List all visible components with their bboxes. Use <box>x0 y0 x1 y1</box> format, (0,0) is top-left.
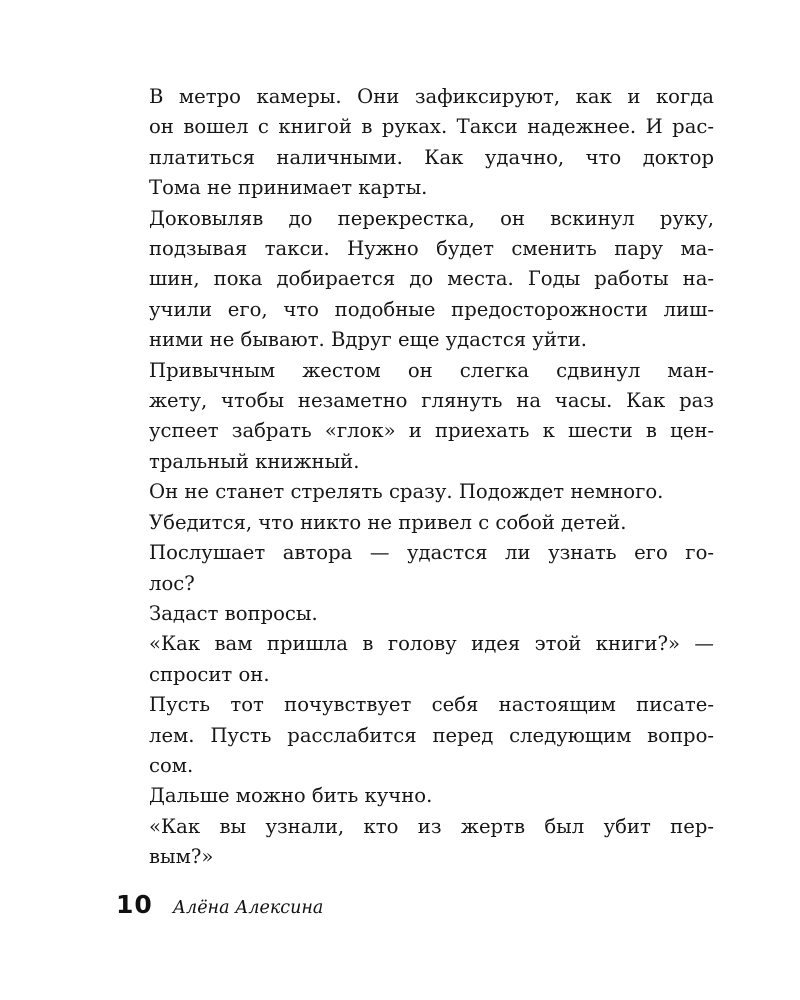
text-line: спросит он. <box>149 662 270 686</box>
text-line: В метро камеры. Они зафиксируют, как и когда <box>149 85 714 108</box>
text-line: Убедится, что никто не привел с собой детей. <box>149 510 627 534</box>
text-line: ними не бывают. Вдруг еще удастся уйти. <box>149 328 588 352</box>
text-line: Дальше можно бить кучно. <box>149 784 433 808</box>
paragraph <box>116 599 714 629</box>
text-line: вым?» <box>149 845 214 869</box>
page-body <box>116 82 714 873</box>
paragraph <box>116 629 714 690</box>
text-line: лос? <box>149 571 195 595</box>
text-line: Доковыляв до перекрестка, он вскинул руку, <box>149 206 714 230</box>
body-text <box>116 82 714 873</box>
page-footer <box>116 890 323 919</box>
text-line: шин, пока добирается до места. Годы работы на- <box>149 267 714 291</box>
text-line: учили его, что подобные предосторожности лиш- <box>149 297 714 321</box>
text-line: Тома не принимает карты. <box>149 176 428 200</box>
running-head-author: Алёна Алексина <box>172 898 324 918</box>
text-line: лем. Пусть расслабится перед следующим вопро- <box>149 723 714 747</box>
paragraph <box>116 690 714 781</box>
paragraph <box>116 82 714 204</box>
text-line: успеет забрать «глок» и приехать к шести в цен- <box>149 419 714 443</box>
text-line: Он не станет стрелять сразу. Подождет немного. <box>149 480 664 504</box>
text-line: платиться наличными. Как удачно, что доктор <box>149 145 714 169</box>
text-line: Послушает автора — удастся ли узнать его го- <box>149 541 714 565</box>
paragraph <box>116 538 714 599</box>
text-line: Задаст вопросы. <box>149 601 318 625</box>
text-line: он вошел с книгой в руках. Такси надежнее. И рас- <box>149 115 714 139</box>
paragraph <box>116 781 714 811</box>
text-line: Привычным жестом он слегка сдвинул ман- <box>149 358 714 382</box>
paragraph <box>116 204 714 356</box>
paragraph <box>116 356 714 478</box>
text-line: Пусть тот почувствует себя настоящим писате- <box>149 693 714 717</box>
paragraph <box>116 508 714 538</box>
paragraph <box>116 812 714 873</box>
text-line: сом. <box>149 753 194 777</box>
text-line: «Как вам пришла в голову идея этой книги?» — <box>149 632 714 656</box>
text-line: «Как вы узнали, кто из жертв был убит пер- <box>149 814 714 838</box>
page-number: 10 <box>116 890 153 919</box>
text-line: жету, чтобы незаметно глянуть на часы. Как раз <box>149 389 714 413</box>
text-line: тральный книжный. <box>149 449 360 473</box>
text-line: подзывая такси. Нужно будет сменить пару ма- <box>149 237 714 261</box>
paragraph <box>116 477 714 507</box>
